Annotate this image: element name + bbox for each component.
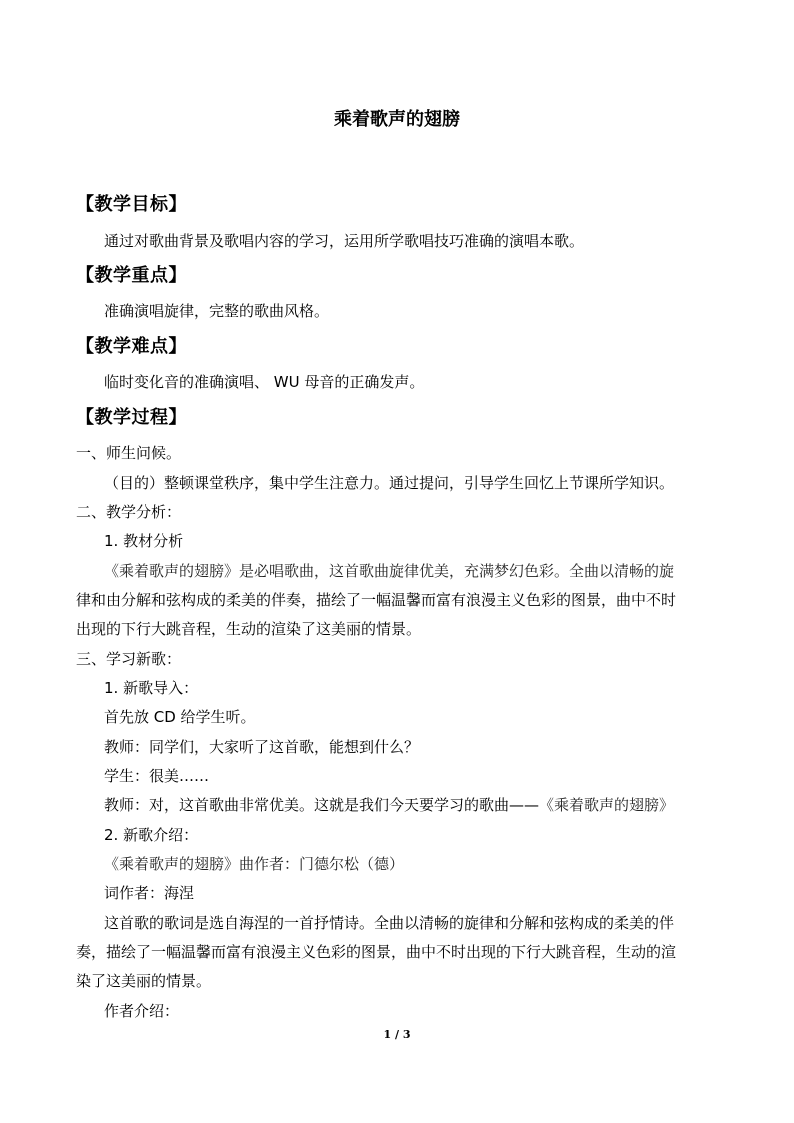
section-1-title: 一、师生问候。 xyxy=(76,444,182,462)
heading-difficulties: 【教学难点】 xyxy=(76,336,187,357)
objectives-text: 通过对歌曲背景及歌唱内容的学习，运用所学歌唱技巧准确的演唱本歌。 xyxy=(104,232,585,250)
text-line: 作者介绍： xyxy=(104,1002,180,1020)
section-3-subtitle-2: 2. 新歌介绍： xyxy=(104,826,199,844)
text-line: 《乘着歌声的翅膀》曲作者：门德尔松（德） xyxy=(104,855,405,873)
paragraph-line: 出现的下行大跳音程，生动的渲染了这美丽的情景。 xyxy=(76,620,422,638)
text-line xyxy=(104,795,674,815)
paragraph-line: 奏，描绘了一幅温馨而富有浪漫主义色彩的图景，曲中不时出现的下行大跳音程，生动的渲 xyxy=(76,943,677,961)
text-line: 学生：很美…… xyxy=(104,767,210,785)
section-1-text: （目的）整顿课堂秩序，集中学生注意力。通过提问，引导学生回忆上节课所学知识。 xyxy=(104,474,675,492)
section-2-subtitle: 1. 教材分析 xyxy=(104,532,184,550)
paragraph-line: 律和由分解和弦构成的柔美的伴奏，描绘了一幅温馨而富有浪漫主义色彩的图景，曲中不时 xyxy=(76,591,677,609)
text-segment: 教师：对，这首歌曲非常优美。这就是我们今天要学习的歌曲—— xyxy=(104,796,540,814)
text-line: 教师：同学们，大家听了这首歌，能想到什么？ xyxy=(104,738,420,756)
song-title-reference: 《乘着歌声的翅膀》 xyxy=(539,796,675,814)
paragraph-line: 染了这美丽的情景。 xyxy=(76,972,212,990)
heading-objectives: 【教学目标】 xyxy=(76,194,187,215)
paragraph-line: 《乘着歌声的翅膀》是必唱歌曲，这首歌曲旋律优美，充满梦幻色彩。全曲以清畅的旋 xyxy=(104,562,675,580)
heading-key-points: 【教学重点】 xyxy=(76,265,187,286)
section-3-title: 三、学习新歌： xyxy=(76,650,182,668)
key-points-text: 准确演唱旋律，完整的歌曲风格。 xyxy=(104,302,330,320)
document-title: 乘着歌声的翅膀 xyxy=(334,109,460,130)
paragraph-line: 这首歌的歌词是选自海涅的一首抒情诗。全曲以清畅的旋律和分解和弦构成的柔美的伴 xyxy=(104,914,675,932)
difficulties-text: 临时变化音的准确演唱、 WU 母音的正确发声。 xyxy=(104,373,425,391)
text-line: 词作者：海涅 xyxy=(104,884,195,902)
section-2-title: 二、教学分析： xyxy=(76,503,182,521)
page-number: 1 / 3 xyxy=(383,1028,411,1041)
section-3-subtitle-1: 1. 新歌导入： xyxy=(104,679,199,697)
text-line: 首先放 CD 给学生听。 xyxy=(104,708,256,726)
heading-process: 【教学过程】 xyxy=(76,407,187,428)
